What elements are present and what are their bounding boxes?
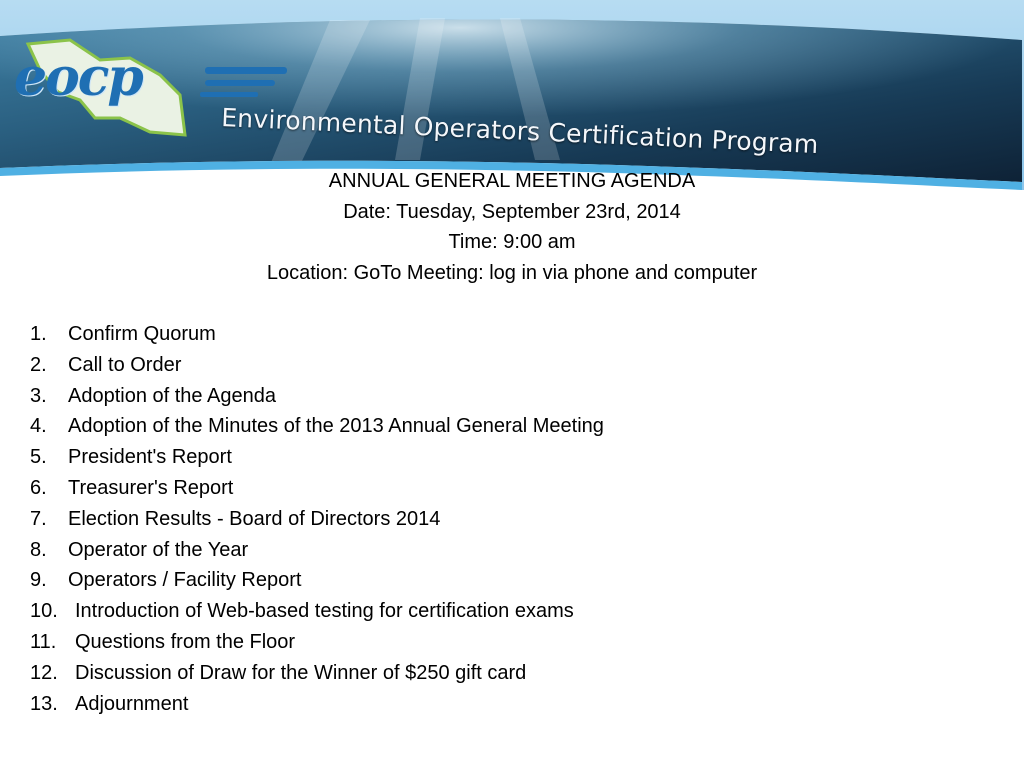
- item-number: 2.: [30, 353, 47, 376]
- list-item: [30, 319, 604, 350]
- item-text: Treasurer's Report: [68, 476, 234, 499]
- item-number: 5.: [30, 446, 47, 469]
- item-text: Operator of the Year: [68, 538, 249, 561]
- item-number: 4.: [30, 415, 47, 438]
- item-text: Discussion of Draw for the Winner of $250 gift card: [75, 661, 527, 684]
- list-item: [30, 473, 604, 504]
- list-item: [30, 689, 604, 720]
- item-number: 8.: [30, 538, 47, 561]
- program-title: Environmental Operators Certification Program: [220, 103, 820, 160]
- item-text: Introduction of Web-based testing for certification exams: [75, 600, 574, 623]
- agenda-title: ANNUAL GENERAL MEETING AGENDA: [328, 170, 696, 192]
- item-text: Adoption of the Minutes of the 2013 Annual General Meeting: [68, 415, 604, 438]
- list-item: [30, 596, 604, 627]
- item-text: President's Report: [68, 446, 232, 469]
- agenda-list: [30, 319, 604, 719]
- list-item: [30, 565, 604, 596]
- list-item: [30, 627, 604, 658]
- item-number: 12.: [30, 661, 58, 684]
- item-number: 10.: [30, 600, 58, 623]
- list-item: [30, 658, 604, 689]
- item-text: Election Results - Board of Directors 2014: [68, 507, 441, 530]
- list-item: [30, 411, 604, 442]
- item-number: 1.: [30, 323, 47, 345]
- meeting-location: Location: GoTo Meeting: log in via phone and computer: [266, 261, 758, 284]
- item-number: 13.: [30, 692, 58, 715]
- item-text: Confirm Quorum: [68, 323, 216, 345]
- item-number: 6.: [30, 476, 47, 499]
- item-number: 9.: [30, 569, 47, 592]
- item-text: Operators / Facility Report: [68, 569, 302, 592]
- list-item: [30, 381, 604, 412]
- item-text: Adjournment: [75, 692, 189, 715]
- item-number: 7.: [30, 507, 47, 530]
- item-number: 11.: [30, 630, 57, 653]
- item-number: 3.: [30, 384, 47, 407]
- meeting-time: Time: 9:00 am: [448, 231, 576, 254]
- list-item: [30, 350, 604, 381]
- list-item: [30, 442, 604, 473]
- item-text: Call to Order: [68, 353, 182, 376]
- agenda-header: [0, 166, 1024, 288]
- list-item: [30, 504, 604, 535]
- item-text: Adoption of the Agenda: [68, 384, 276, 407]
- eocp-logo: eocp: [14, 47, 142, 108]
- meeting-date: Date: Tuesday, September 23rd, 2014: [343, 200, 681, 223]
- item-text: Questions from the Floor: [75, 630, 296, 653]
- list-item: [30, 535, 604, 566]
